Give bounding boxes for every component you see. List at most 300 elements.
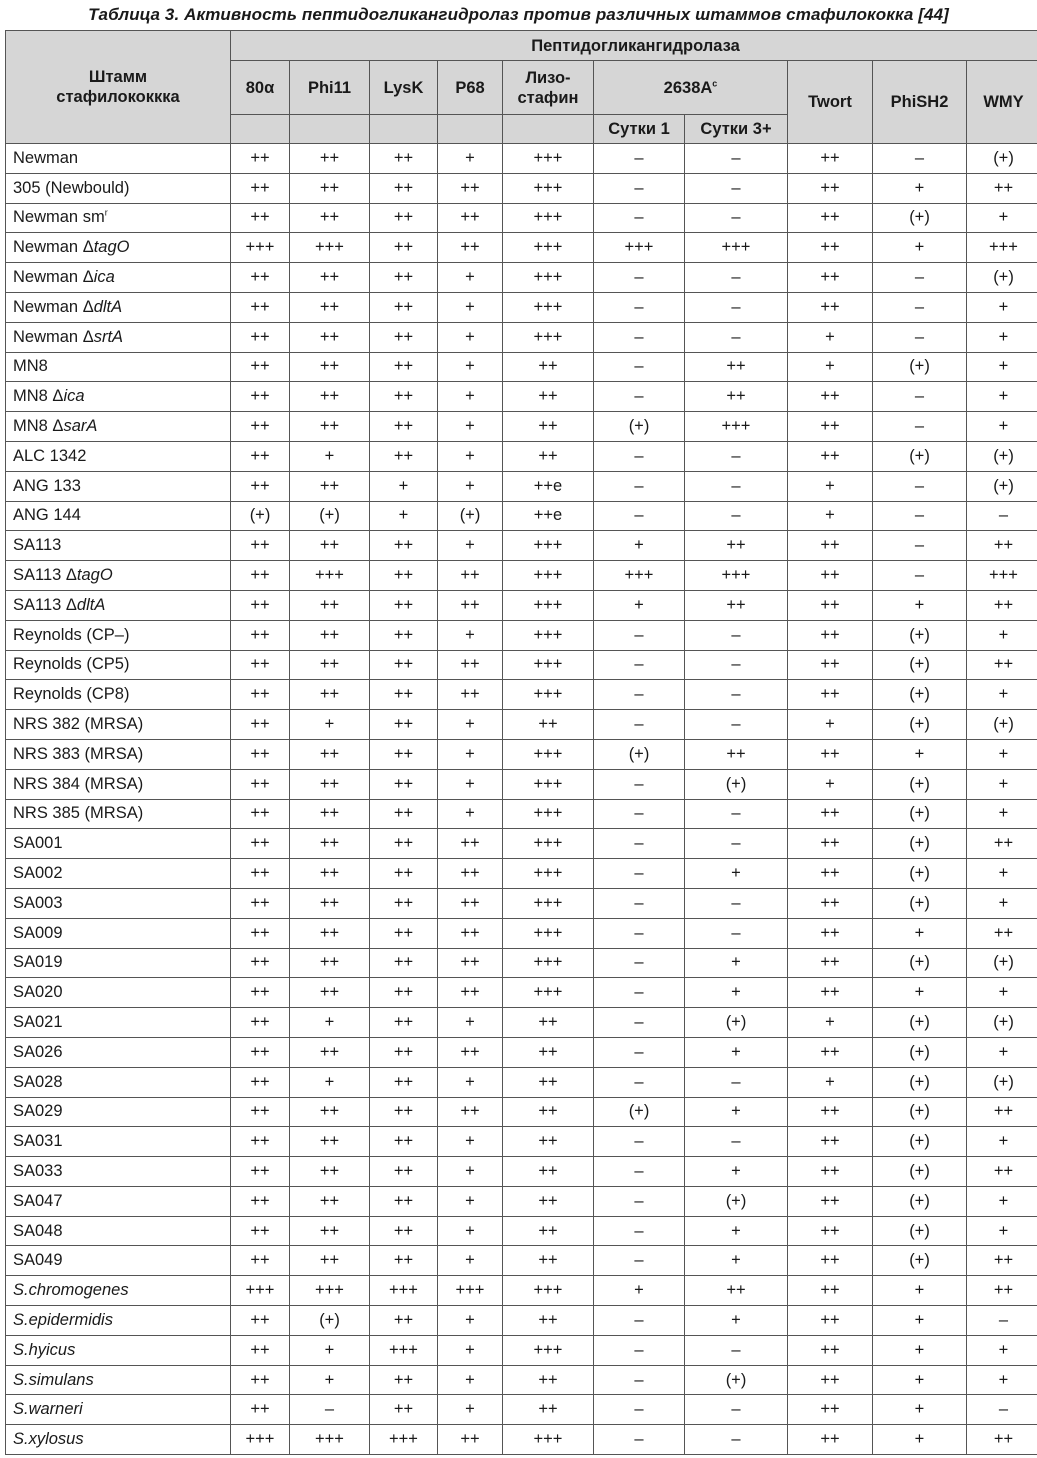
activity-cell: ++ — [788, 859, 873, 889]
activity-cell: ++ — [685, 382, 788, 412]
activity-cell: + — [685, 978, 788, 1008]
activity-cell: ++ — [438, 590, 503, 620]
activity-cell: ++ — [370, 1186, 438, 1216]
activity-cell: (+) — [873, 1127, 967, 1157]
strain-name-italic: S.hyicus — [13, 1340, 76, 1359]
col-header-80a: 80α — [231, 61, 290, 115]
activity-cell: + — [873, 978, 967, 1008]
activity-cell: – — [873, 322, 967, 352]
activity-cell: +++ — [503, 561, 594, 591]
activity-cell: ++e — [503, 471, 594, 501]
activity-cell: + — [873, 1365, 967, 1395]
strain-name-cell — [6, 710, 231, 740]
activity-cell: + — [967, 769, 1037, 799]
strain-name: SA021 — [13, 1013, 63, 1031]
activity-cell: + — [967, 620, 1037, 650]
table-row — [6, 1306, 1037, 1336]
activity-cell: ++ — [788, 888, 873, 918]
activity-cell: ++ — [290, 292, 370, 322]
activity-cell: ++ — [503, 1008, 594, 1038]
activity-cell: + — [290, 1335, 370, 1365]
activity-cell: +++ — [290, 561, 370, 591]
table-row — [6, 501, 1037, 531]
activity-cell: + — [685, 1306, 788, 1336]
activity-cell: – — [873, 561, 967, 591]
activity-cell: – — [685, 263, 788, 293]
col-header-2638a: $2638A^c$ — [594, 61, 788, 115]
table-row — [6, 1216, 1037, 1246]
activity-cell: ++ — [290, 203, 370, 233]
strain-name: 305 (Newbould) — [13, 178, 130, 197]
activity-cell: ++ — [370, 263, 438, 293]
activity-cell: + — [438, 352, 503, 382]
activity-cell: – — [685, 501, 788, 531]
activity-cell: ++ — [788, 412, 873, 442]
col-header-twort: Twort — [788, 61, 873, 144]
activity-cell: +++ — [290, 233, 370, 263]
activity-cell: ++ — [370, 412, 438, 442]
activity-cell: ++ — [967, 1157, 1037, 1187]
activity-cell: + — [438, 1157, 503, 1187]
strain-name-cell — [6, 1127, 231, 1157]
activity-cell: (+) — [967, 1067, 1037, 1097]
activity-cell: ++ — [231, 412, 290, 442]
activity-cell: – — [594, 1186, 685, 1216]
activity-cell: ++ — [370, 144, 438, 174]
activity-cell: ++ — [231, 1246, 290, 1276]
activity-cell: – — [594, 1157, 685, 1187]
activity-cell: ++ — [967, 590, 1037, 620]
strain-name: SA019 — [13, 953, 63, 972]
strain-name: Newman Δ — [13, 297, 94, 316]
strain-name-cell — [6, 978, 231, 1008]
strain-name-cell — [6, 859, 231, 889]
empty-subheader — [438, 115, 503, 144]
strain-name-cell — [6, 829, 231, 859]
activity-cell: (+) — [967, 144, 1037, 174]
activity-cell: – — [685, 829, 788, 859]
activity-cell: + — [438, 1008, 503, 1038]
strain-name-cell — [6, 1008, 231, 1038]
activity-cell: (+) — [873, 680, 967, 710]
activity-cell: ++ — [438, 233, 503, 263]
activity-cell: ++ — [788, 1037, 873, 1067]
strain-name: SA001 — [13, 834, 63, 853]
activity-cell: ++ — [231, 1335, 290, 1365]
activity-cell: ++ — [788, 292, 873, 322]
activity-cell: – — [685, 1335, 788, 1365]
strain-name-cell — [6, 1186, 231, 1216]
activity-cell: ++ — [788, 1276, 873, 1306]
activity-cell: ++ — [231, 203, 290, 233]
activity-cell: ++ — [370, 1157, 438, 1187]
activity-cell: ++ — [231, 441, 290, 471]
strain-name-cell — [6, 263, 231, 293]
activity-cell: +++ — [503, 1425, 594, 1455]
activity-cell: – — [594, 1365, 685, 1395]
activity-cell: ++ — [231, 263, 290, 293]
activity-cell: ++ — [290, 769, 370, 799]
activity-cell: +++ — [685, 412, 788, 442]
activity-cell: – — [685, 322, 788, 352]
activity-cell: ++ — [788, 799, 873, 829]
activity-cell: + — [438, 1395, 503, 1425]
strain-name: Reynolds (CP–) — [13, 625, 130, 644]
strain-name: SA049 — [13, 1251, 63, 1270]
activity-cell: ++ — [788, 561, 873, 591]
activity-cell: + — [788, 322, 873, 352]
activity-cell: – — [685, 1067, 788, 1097]
col-header-phish2: PhiSH2 — [873, 61, 967, 144]
activity-cell: + — [967, 1127, 1037, 1157]
activity-cell: – — [594, 650, 685, 680]
activity-cell: ++ — [370, 620, 438, 650]
table-row — [6, 620, 1037, 650]
activity-cell: – — [594, 1395, 685, 1425]
activity-cell: ++ — [788, 978, 873, 1008]
activity-cell: ++ — [231, 978, 290, 1008]
activity-cell: ++ — [231, 1365, 290, 1395]
activity-cell: ++ — [290, 382, 370, 412]
activity-cell: ++ — [788, 918, 873, 948]
subheader-day3plus: Сутки 3+ — [685, 115, 788, 144]
strain-name-italic: tagO — [93, 238, 130, 257]
activity-cell: +++ — [503, 173, 594, 203]
activity-cell: ++ — [788, 144, 873, 174]
activity-cell: – — [685, 620, 788, 650]
activity-cell: ++ — [370, 292, 438, 322]
activity-cell: ++ — [438, 859, 503, 889]
activity-cell: ++ — [685, 352, 788, 382]
activity-cell: + — [594, 590, 685, 620]
activity-cell: + — [967, 292, 1037, 322]
activity-cell: ++ — [290, 263, 370, 293]
activity-cell: (+) — [594, 412, 685, 442]
table-row — [6, 471, 1037, 501]
activity-cell: ++ — [788, 739, 873, 769]
activity-cell: ++ — [370, 561, 438, 591]
strain-name-cell — [6, 203, 231, 233]
activity-cell: +++ — [370, 1335, 438, 1365]
activity-cell: (+) — [873, 799, 967, 829]
table-row — [6, 233, 1037, 263]
strain-name: SA113 — [13, 536, 62, 555]
empty-subheader — [370, 115, 438, 144]
activity-cell: ++ — [290, 650, 370, 680]
table-row — [6, 561, 1037, 591]
activity-cell: – — [594, 1246, 685, 1276]
strain-name-cell — [6, 1306, 231, 1336]
activity-cell: – — [873, 382, 967, 412]
activity-cell: + — [438, 263, 503, 293]
activity-cell: ++ — [967, 829, 1037, 859]
activity-cell: – — [594, 1008, 685, 1038]
activity-cell: ++ — [438, 918, 503, 948]
table-row — [6, 710, 1037, 740]
activity-cell: ++ — [788, 1425, 873, 1455]
activity-cell: + — [438, 1216, 503, 1246]
activity-cell: + — [788, 1067, 873, 1097]
activity-cell: ++ — [231, 1097, 290, 1127]
activity-cell: +++ — [290, 1425, 370, 1455]
activity-cell: – — [594, 173, 685, 203]
strain-name-cell — [6, 650, 231, 680]
activity-cell: +++ — [503, 292, 594, 322]
table-row — [6, 1157, 1037, 1187]
activity-cell: ++ — [290, 1127, 370, 1157]
activity-cell: ++ — [967, 918, 1037, 948]
strain-name-cell — [6, 799, 231, 829]
activity-cell: (+) — [873, 859, 967, 889]
activity-cell: ++ — [438, 1425, 503, 1455]
activity-cell: – — [873, 501, 967, 531]
activity-cell: ++ — [370, 531, 438, 561]
activity-cell: + — [873, 233, 967, 263]
activity-cell: – — [873, 263, 967, 293]
strain-name-cell — [6, 412, 231, 442]
activity-cell: – — [594, 441, 685, 471]
activity-cell: + — [967, 1365, 1037, 1395]
activity-cell: ++ — [503, 1365, 594, 1395]
strain-name-cell — [6, 501, 231, 531]
table-row — [6, 1008, 1037, 1038]
activity-cell: ++ — [438, 203, 503, 233]
activity-cell: ++ — [438, 978, 503, 1008]
activity-cell: ++ — [503, 1395, 594, 1425]
activity-cell: +++ — [503, 1276, 594, 1306]
activity-cell: + — [873, 1425, 967, 1455]
activity-cell: + — [788, 471, 873, 501]
activity-cell: ++ — [503, 710, 594, 740]
table-row — [6, 948, 1037, 978]
activity-cell: ++ — [503, 1246, 594, 1276]
activity-cell: ++ — [503, 1067, 594, 1097]
activity-cell: – — [594, 263, 685, 293]
strain-name-cell — [6, 1157, 231, 1187]
activity-cell: – — [594, 352, 685, 382]
activity-cell: – — [594, 948, 685, 978]
activity-cell: ++ — [370, 1097, 438, 1127]
strain-name-cell — [6, 471, 231, 501]
activity-cell: ++ — [685, 590, 788, 620]
strain-name: SA028 — [13, 1072, 63, 1091]
activity-cell: ++ — [231, 799, 290, 829]
table-row — [6, 382, 1037, 412]
activity-cell: ++ — [231, 859, 290, 889]
activity-cell: ++ — [370, 1365, 438, 1395]
table-row — [6, 1127, 1037, 1157]
strain-name-italic: srtA — [93, 327, 124, 346]
activity-cell: ++ — [231, 1037, 290, 1067]
activity-cell: ++ — [231, 888, 290, 918]
activity-cell: + — [438, 1186, 503, 1216]
activity-cell: ++ — [370, 650, 438, 680]
activity-cell: ++ — [685, 531, 788, 561]
activity-cell: (+) — [873, 1246, 967, 1276]
activity-cell: (+) — [290, 1306, 370, 1336]
table-row — [6, 1246, 1037, 1276]
activity-cell: + — [438, 471, 503, 501]
strain-name-cell — [6, 441, 231, 471]
activity-cell: ++ — [370, 739, 438, 769]
activity-cell: (+) — [685, 1008, 788, 1038]
activity-cell: + — [873, 1306, 967, 1336]
strain-name-cell — [6, 1365, 231, 1395]
activity-cell: (+) — [967, 1008, 1037, 1038]
activity-cell: + — [438, 739, 503, 769]
activity-cell: ++ — [231, 1216, 290, 1246]
activity-cell: + — [967, 739, 1037, 769]
activity-cell: – — [685, 1127, 788, 1157]
activity-cell: ++ — [290, 1216, 370, 1246]
activity-cell: +++ — [370, 1276, 438, 1306]
activity-cell: ++ — [788, 650, 873, 680]
activity-cell: – — [594, 978, 685, 1008]
activity-cell: ++ — [503, 352, 594, 382]
activity-cell: ++ — [503, 1186, 594, 1216]
activity-cell: – — [967, 1395, 1037, 1425]
strain-name-cell — [6, 769, 231, 799]
col-header-lysk: LysK — [370, 61, 438, 115]
activity-cell: ++ — [685, 739, 788, 769]
activity-cell: ++ — [290, 1097, 370, 1127]
activity-cell: ++ — [290, 620, 370, 650]
strain-name-italic: S.xylosus — [13, 1430, 84, 1449]
table-row — [6, 650, 1037, 680]
activity-cell: – — [594, 203, 685, 233]
activity-cell: (+) — [873, 203, 967, 233]
activity-cell: ++ — [290, 978, 370, 1008]
activity-cell: ++ — [290, 1246, 370, 1276]
strain-name: ANG 133 — [13, 476, 81, 495]
activity-cell: + — [438, 620, 503, 650]
activity-cell: ++ — [231, 531, 290, 561]
activity-cell: (+) — [967, 441, 1037, 471]
strain-name-cell — [6, 948, 231, 978]
activity-cell: ++ — [370, 829, 438, 859]
activity-cell: +++ — [685, 233, 788, 263]
activity-cell: ++ — [290, 322, 370, 352]
activity-cell: + — [967, 1037, 1037, 1067]
strain-name: Reynolds (CP5) — [13, 655, 130, 674]
activity-cell: – — [594, 1335, 685, 1365]
strain-name: SA048 — [13, 1221, 63, 1240]
activity-cell: (+) — [873, 1067, 967, 1097]
strain-name-italic: dltA — [93, 297, 123, 316]
activity-cell: ++ — [370, 322, 438, 352]
table-row — [6, 799, 1037, 829]
table-row — [6, 590, 1037, 620]
activity-cell: +++ — [231, 1276, 290, 1306]
activity-cell: + — [873, 173, 967, 203]
strain-name-cell — [6, 1395, 231, 1425]
activity-cell: ++ — [370, 918, 438, 948]
activity-cell: ++ — [788, 1395, 873, 1425]
activity-cell: + — [967, 412, 1037, 442]
strain-name: ALC 1342 — [13, 446, 87, 465]
activity-cell: +++ — [503, 888, 594, 918]
table-row — [6, 322, 1037, 352]
activity-cell: ++ — [370, 1127, 438, 1157]
strain-name-cell — [6, 1067, 231, 1097]
strain-name-cell — [6, 233, 231, 263]
activity-cell: ++ — [438, 829, 503, 859]
strain-name: SA033 — [13, 1161, 63, 1180]
activity-cell: – — [594, 859, 685, 889]
enzyme-group-header: Пептидогликангидролаза — [231, 31, 1037, 61]
activity-cell: ++ — [503, 1216, 594, 1246]
activity-cell: + — [873, 918, 967, 948]
activity-cell: ++ — [290, 888, 370, 918]
strain-name-cell — [6, 1216, 231, 1246]
strain-name: SA113 Δ — [13, 595, 77, 614]
activity-cell: – — [594, 710, 685, 740]
activity-cell: + — [290, 710, 370, 740]
activity-cell: +++ — [503, 590, 594, 620]
activity-cell: ++ — [370, 203, 438, 233]
activity-cell: (+) — [685, 769, 788, 799]
activity-cell: ++ — [967, 531, 1037, 561]
table-caption: Таблица 3. Активность пептидогликангидролаз против различных штаммов стафилококка [44] — [88, 5, 949, 24]
activity-cell: + — [967, 1335, 1037, 1365]
activity-cell: + — [873, 739, 967, 769]
activity-cell: + — [967, 799, 1037, 829]
activity-cell: ++ — [370, 1246, 438, 1276]
activity-cell: ++ — [788, 1246, 873, 1276]
table-row — [6, 292, 1037, 322]
activity-cell: ++ — [788, 1306, 873, 1336]
activity-cell: ++ — [438, 1097, 503, 1127]
activity-cell: + — [685, 859, 788, 889]
activity-cell: – — [594, 680, 685, 710]
activity-cell: ++ — [231, 1127, 290, 1157]
activity-cell: ++ — [967, 1425, 1037, 1455]
activity-cell: – — [685, 173, 788, 203]
activity-cell: ++ — [370, 1306, 438, 1336]
activity-cell: (+) — [594, 739, 685, 769]
activity-cell: +++ — [503, 680, 594, 710]
activity-cell: ++ — [503, 1157, 594, 1187]
table-row — [6, 412, 1037, 442]
activity-cell: – — [594, 382, 685, 412]
strain-name: SA029 — [13, 1102, 63, 1121]
strain-name: SA003 — [13, 893, 63, 912]
activity-cell: ++ — [438, 888, 503, 918]
activity-cell: ++ — [290, 680, 370, 710]
activity-cell: (+) — [873, 441, 967, 471]
table-row — [6, 739, 1037, 769]
activity-cell: (+) — [873, 1008, 967, 1038]
activity-cell: ++ — [788, 1097, 873, 1127]
activity-cell: – — [685, 471, 788, 501]
activity-cell: – — [594, 322, 685, 352]
activity-cell: + — [788, 352, 873, 382]
strain-name-cell — [6, 292, 231, 322]
activity-cell: ++ — [231, 590, 290, 620]
activity-cell: +++ — [503, 144, 594, 174]
activity-cell: ++ — [788, 441, 873, 471]
activity-cell: – — [873, 531, 967, 561]
empty-subheader — [290, 115, 370, 144]
strain-name: NRS 384 (MRSA) — [13, 774, 144, 793]
activity-cell: + — [685, 1246, 788, 1276]
activity-cell: +++ — [438, 1276, 503, 1306]
activity-cell: ++ — [967, 173, 1037, 203]
table-row — [6, 680, 1037, 710]
activity-cell: ++ — [503, 382, 594, 412]
activity-cell: – — [685, 710, 788, 740]
activity-cell: (+) — [873, 1216, 967, 1246]
